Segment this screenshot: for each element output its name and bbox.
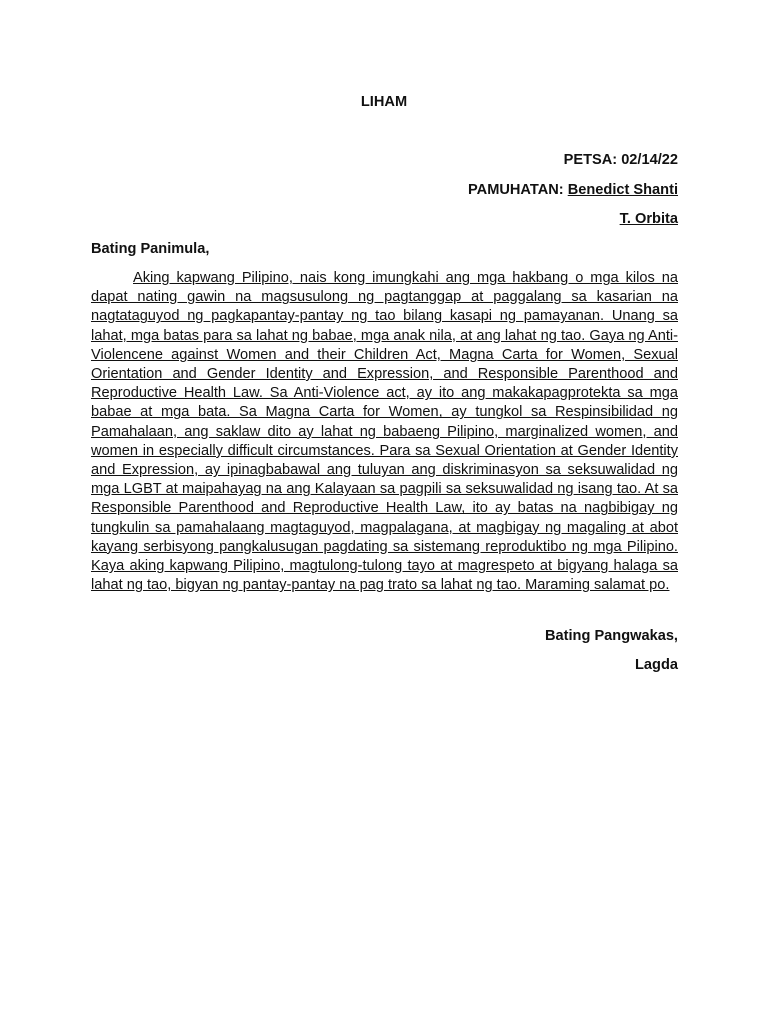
heading-line [468,182,678,198]
closing: Bating Pangwakas, [544,628,678,644]
letter-title: LIHAM [360,94,408,110]
letter-body: Aking kapwang Pilipino, nais kong imungkahi ang mga hakbang o mga kilos na dapat nating gawin na magsusulong ng pagtanggap at paggalang sa kasarian na nagtataguyod ng pagkapantay-pantay ng tao bilang kasapi ng pamayanan. Unang sa lahat, mga batas para sa lahat ng babae, mga anak nila, at ang lahat ng tao. Gaya ng Anti-Violencene against Women and their Children Act, Magna Carta for Women, Sexual Orientation and Gender Identity and Expression, and Responsible Parenthood and Reproductive Health Law. Sa Anti-Violence act, ay ito ang makakapagprotekta sa mga babae at mga bata. Sa Magna Carta for Women, ay tungkol sa Respinsibilidad ng Pamahalaan, ang saklaw dito ay lahat ng babaeng Pilipino, marginalized women, and women in especially difficult circumstances. Para sa Sexual Orientation at Gender Identity and Expression, ay ipinagbabawal ang tuluyan ang diskriminasyon sa seksuwalidad ng mga LGBT at maipahayag na ang Kalayaan sa pagpili sa seksuwalidad ng isang tao. At sa Responsible Parenthood and Reproductive Health Law, ito ay batas na nagbibigay ng tungkulin sa pamahalaang magtaguyod, magpalagana, at magbigay ng magaling at abot kayang serbisyong pangkalusugan pagdating sa sistemang reproduktibo ng mga Pilipino. Kaya aking kapwang Pilipino, magtulong-tulong tayo at magrespeto at bigyang halaga sa lahat ng tao, bigyan ng pantay-pantay na pag trato sa lahat ng tao. Maraming salamat po. [91,270,678,594]
greeting: Bating Panimula, [91,241,210,257]
date-label: PETSA: [563,152,618,168]
date-line [564,152,678,168]
date-value: 02/14/22 [621,152,678,168]
heading-value-continued: T. Orbita [619,211,678,227]
heading-value: Benedict Shanti [567,182,678,198]
signature-label: Lagda [635,657,678,673]
heading-label: PAMUHATAN: [468,182,564,198]
